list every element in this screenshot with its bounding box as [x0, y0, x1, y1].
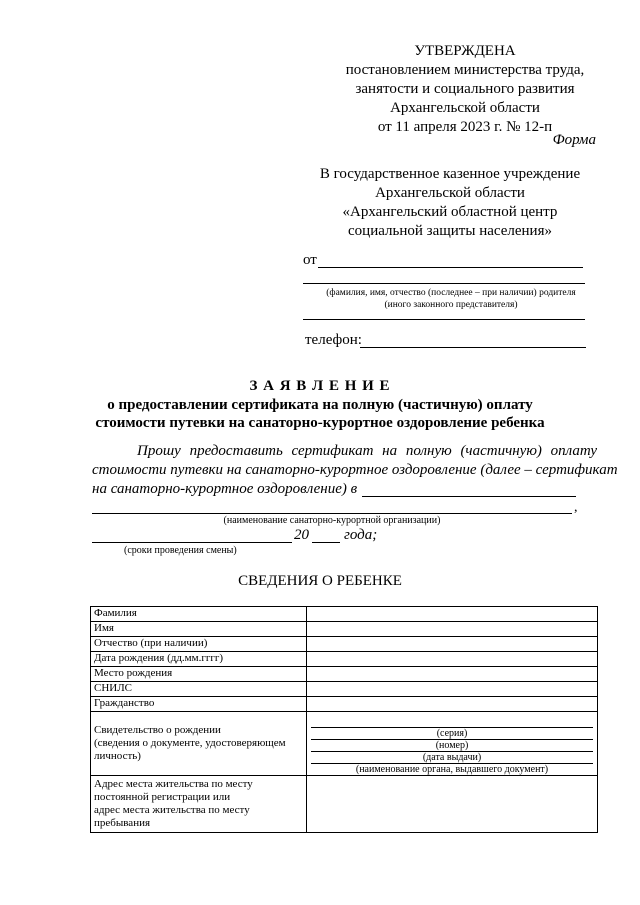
table-row: [91, 607, 598, 622]
value-cell[interactable]: [307, 652, 598, 667]
statement-subtitle: о предоставлении сертификата на полную (частичную) оплату: [107, 397, 533, 413]
approval-line: Архангельской области: [390, 100, 540, 116]
dates-caption: (сроки проведения смены): [124, 545, 237, 556]
comma: ,: [574, 500, 578, 515]
row-label: Место рождения: [91, 667, 307, 682]
from-field-line2[interactable]: [303, 283, 585, 284]
certificate-label: [91, 712, 307, 776]
form-label: Форма: [552, 132, 596, 148]
statement-title: З А Я В Л Е Н И Е: [249, 378, 391, 394]
value-cell[interactable]: [307, 682, 598, 697]
addressee-block: [300, 165, 600, 241]
address-value-cell[interactable]: [307, 776, 598, 833]
request-line: на санаторно-курортное оздоровление) в: [92, 481, 358, 497]
row-label: Гражданство: [91, 697, 307, 712]
phone-label: телефон:: [305, 332, 362, 348]
year-prefix: 20: [294, 527, 309, 543]
address-label: [91, 776, 307, 833]
value-cell[interactable]: [307, 622, 598, 637]
address-label-line: адрес места жительства по месту: [94, 804, 250, 816]
series-field[interactable]: [311, 716, 593, 728]
certificate-label-line: (сведения о документе, удостоверяющем: [94, 737, 286, 749]
issuer-caption: (наименование органа, выдавшего документ): [355, 764, 549, 775]
approval-date: от 11 апреля 2023 г. № 12-п: [377, 119, 553, 135]
certificate-fields: [307, 712, 598, 776]
from-caption-line: (фамилия, имя, отчество (последнее – при наличии) родителя: [326, 288, 576, 298]
year-field[interactable]: [312, 542, 340, 543]
year-suffix: года;: [344, 527, 378, 543]
addressee-line: «Архангельский областной центр: [342, 204, 558, 220]
from-caption-line: (иного законного представителя): [384, 300, 518, 310]
organization-field-line2[interactable]: [92, 513, 572, 514]
table-row-address: [91, 776, 598, 833]
organization-caption: (наименование санаторно-курортной организации): [223, 515, 441, 526]
table-row: [91, 637, 598, 652]
from-field[interactable]: [318, 267, 583, 268]
value-cell[interactable]: [307, 697, 598, 712]
table-row: [91, 667, 598, 682]
request-line: стоимости путевки на санаторно-курортное оздоровление (далее – сертификат: [92, 462, 618, 478]
table-row: [91, 682, 598, 697]
child-section-heading: СВЕДЕНИЯ О РЕБЕНКЕ: [238, 573, 402, 589]
from-field-line3[interactable]: [303, 319, 585, 320]
row-label: Дата рождения (дд.мм.гггг): [91, 652, 307, 667]
request-line: Прошу предоставить сертификат на полную (частичную) оплату: [137, 443, 597, 459]
from-caption: [318, 287, 584, 311]
table-row: [91, 697, 598, 712]
addressee-line: социальной защиты населения»: [348, 223, 552, 239]
address-label-line: пребывания: [94, 817, 151, 829]
phone-field[interactable]: [360, 347, 586, 348]
table-row: [91, 652, 598, 667]
address-label-line: постоянной регистрации или: [94, 791, 231, 803]
approval-block: [330, 42, 600, 137]
certificate-label-line: Свидетельство о рождении: [94, 724, 221, 736]
addressee-line: В государственное казенное учреждение: [319, 166, 581, 182]
certificate-label-line: личность): [94, 750, 141, 762]
row-label: СНИЛС: [91, 682, 307, 697]
value-cell[interactable]: [307, 607, 598, 622]
child-info-table: [90, 606, 598, 833]
value-cell[interactable]: [307, 667, 598, 682]
shift-dates-field[interactable]: [92, 542, 292, 543]
row-label: Отчество (при наличии): [91, 637, 307, 652]
approval-line: постановлением министерства труда,: [345, 62, 585, 78]
series-caption: (серия): [436, 728, 468, 739]
organization-field[interactable]: [362, 496, 576, 497]
value-cell[interactable]: [307, 637, 598, 652]
approval-line: занятости и социального развития: [355, 81, 575, 97]
number-caption: (номер): [435, 740, 469, 751]
row-label: Фамилия: [91, 607, 307, 622]
approval-title: УТВЕРЖДЕНА: [414, 43, 516, 59]
issue-date-caption: (дата выдачи): [422, 752, 482, 763]
address-label-line: Адрес места жительства по месту: [94, 778, 253, 790]
from-label: от: [303, 252, 317, 268]
statement-subtitle: стоимости путевки на санаторно-курортное оздоровление ребенка: [95, 415, 545, 431]
addressee-line: Архангельской области: [375, 185, 525, 201]
table-row: [91, 622, 598, 637]
table-row-certificate: [91, 712, 598, 776]
row-label: Имя: [91, 622, 307, 637]
